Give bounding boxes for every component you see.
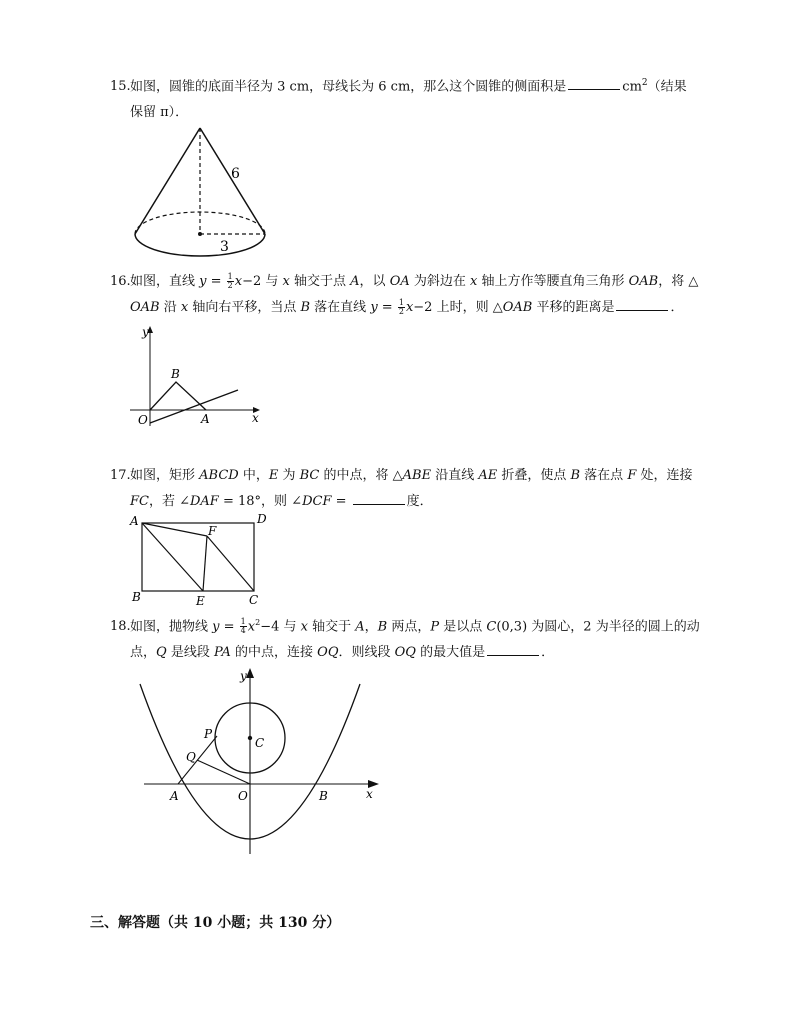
q15-line1: 15.如图，圆锥的底面半径为 3 cm，母线长为 6 cm，那么这个圆锥的侧面积是 $cm^2$（结果 xyxy=(110,70,710,100)
section-3-title: 三、解答题（共 10 小题；共 130 分） xyxy=(90,915,341,931)
svg-text:x: x xyxy=(252,411,259,425)
svg-text:O: O xyxy=(238,789,248,803)
q16-answer-blank[interactable] xyxy=(616,296,668,311)
q17-line1: 17.如图，矩形 ABCD 中，E 为 BC 的中点，将 △ABE 沿直线 AE 折叠，使点 B 落在点 F 处，连接 xyxy=(110,468,693,483)
svg-text:B: B xyxy=(132,590,141,604)
svg-text:y: y xyxy=(240,669,247,683)
q17-rectangle-figure xyxy=(128,511,273,611)
q18-parabola-graph xyxy=(130,664,385,859)
question-17 xyxy=(110,463,710,515)
cone-label-radius: 3 xyxy=(220,239,229,255)
svg-text:Q: Q xyxy=(186,750,196,764)
q15-number: 15. xyxy=(110,79,131,95)
question-18 xyxy=(110,610,710,666)
svg-text:O: O xyxy=(138,413,148,427)
q18-answer-blank[interactable] xyxy=(487,641,539,656)
svg-text:F: F xyxy=(208,524,217,538)
svg-text:A: A xyxy=(201,412,210,426)
svg-text:C: C xyxy=(255,736,265,750)
svg-text:x: x xyxy=(366,787,373,801)
cone-label-slant: 6 xyxy=(231,166,240,182)
q15-line2: 保留 π）． xyxy=(130,105,189,121)
q16-line2: OAB 沿 x 轴向右平移，当点 B 落在直线 y = $\frac{1}{2}$ x−2 上时，则 △OAB 平移的距离是 ． xyxy=(130,298,684,316)
svg-text:P: P xyxy=(204,727,213,741)
q15-answer-blank[interactable] xyxy=(568,75,620,90)
q16-fraction: $\frac{1}{2}$ xyxy=(227,272,233,290)
svg-text:y: y xyxy=(142,325,149,339)
question-15 xyxy=(110,70,710,126)
q18-line2: 点，Q 是线段 PA 的中点，连接 OQ．则线段 OQ 的最大值是 ． xyxy=(110,640,710,666)
q17-line2: FC，若 ∠DAF = 18°，则 ∠DCF = 度． xyxy=(110,489,710,515)
q16-line1: 16.如图，直线 y = $\frac{1}{2}$ x−2 与 x 轴交于点 A，以 OA 为斜边在 x 轴上方作等腰直角三角形 OAB，将 △ xyxy=(110,272,699,290)
svg-text:E: E xyxy=(196,594,205,608)
svg-text:C: C xyxy=(249,593,259,607)
question-16 xyxy=(110,269,710,321)
cone-figure xyxy=(128,126,273,261)
svg-text:A: A xyxy=(170,789,179,803)
svg-text:B: B xyxy=(171,367,180,381)
svg-text:B: B xyxy=(319,789,328,803)
q17-answer-blank[interactable] xyxy=(353,490,405,505)
svg-text:D: D xyxy=(257,512,267,526)
svg-text:A: A xyxy=(130,514,139,528)
q16-graph xyxy=(128,322,268,430)
q18-line1: 18.如图，抛物线 y = $\frac{1}{4}$ $x^2-4$ 与 x 轴交于 A，B 两点，P 是以点 C(0,3) 为圆心，2 为半径的圆上的动 xyxy=(110,617,700,636)
q18-fraction: $\frac{1}{4}$ xyxy=(240,617,246,636)
